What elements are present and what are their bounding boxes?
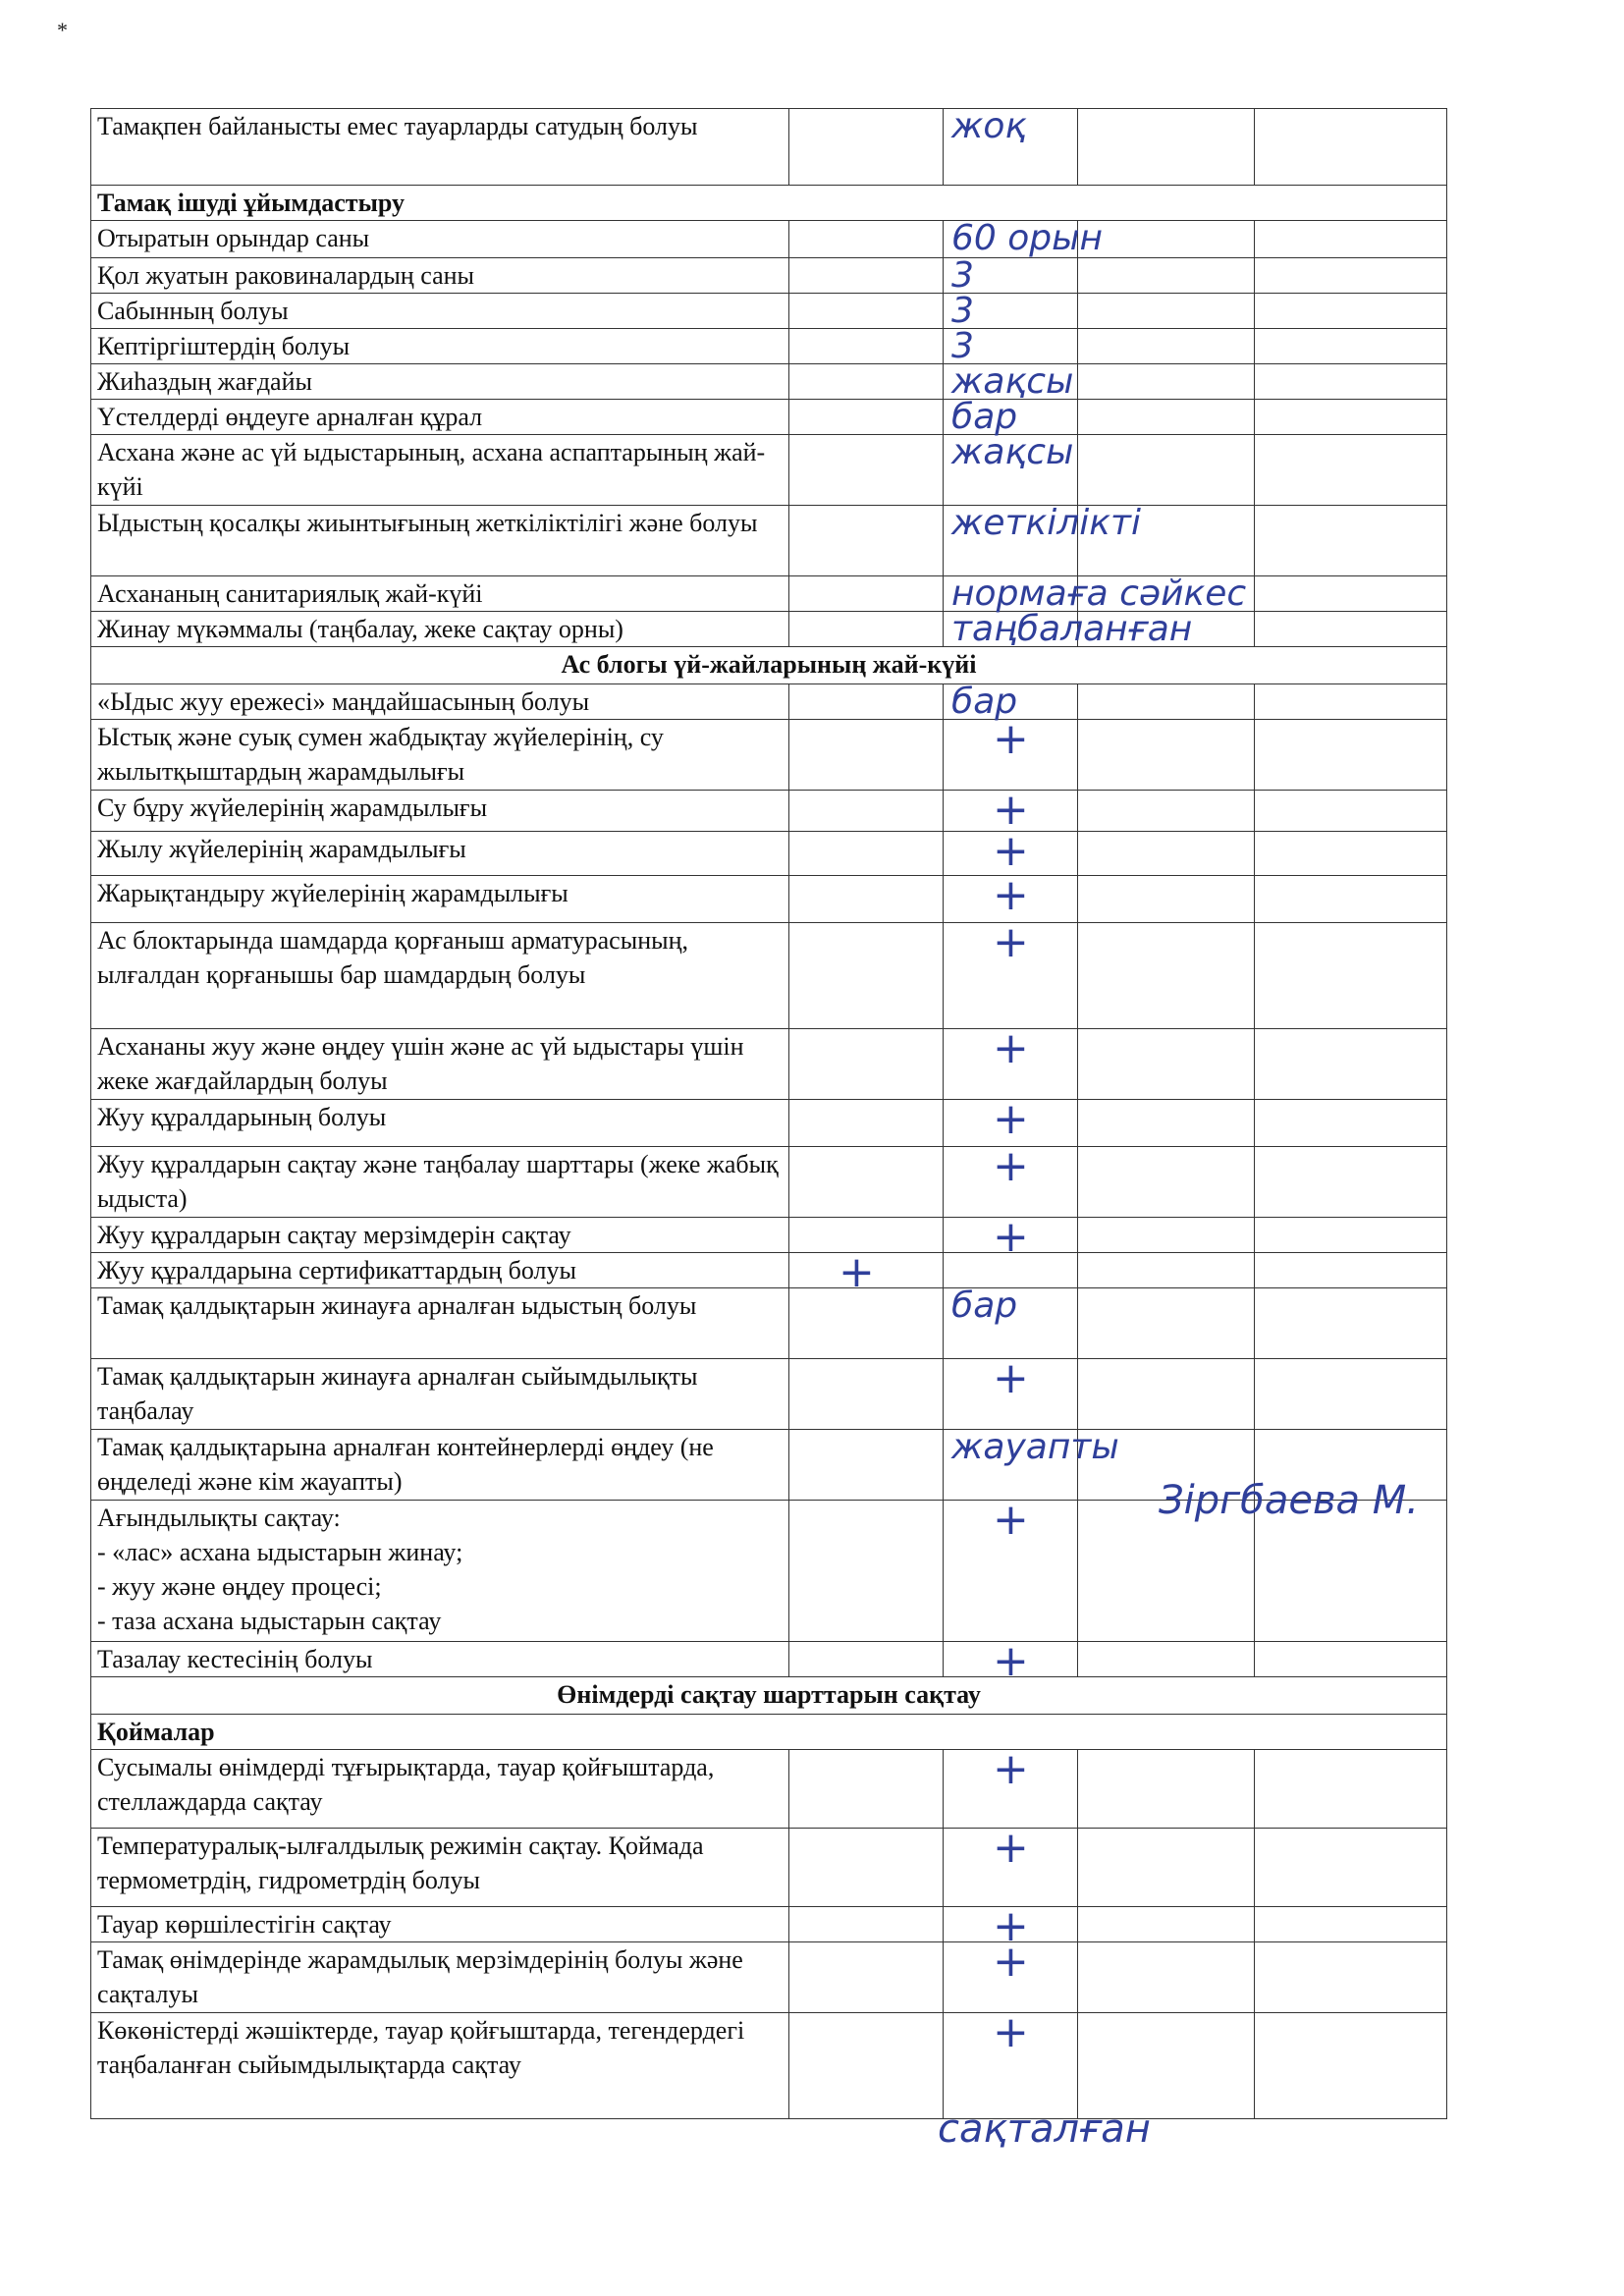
mark-cell-col3 <box>944 826 1078 876</box>
section-row <box>91 647 1447 684</box>
mark-cell-col3 <box>944 609 1193 649</box>
mark-cell-col2 <box>789 791 944 832</box>
mark-cell-col5 <box>1255 1100 1447 1147</box>
handwritten-mark: жақсы <box>951 361 1074 402</box>
mark-cell-col3 <box>944 870 1078 923</box>
handwritten-signature: Зіргбаева М. <box>1159 1478 1419 1523</box>
mark-cell-col2 <box>789 1147 944 1218</box>
mark-cell-col4 <box>1078 1642 1255 1677</box>
handwritten-mark: + <box>993 1901 1029 1951</box>
mark-cell-col3 <box>944 1427 1119 1501</box>
mark-cell-col4 <box>1078 506 1255 576</box>
criterion-row <box>91 684 1447 720</box>
mark-cell-col3 <box>944 1094 1078 1147</box>
handwritten-mark: + <box>839 1247 875 1297</box>
mark-cell-col2 <box>789 1942 944 2013</box>
section-row <box>91 186 1447 221</box>
mark-cell-col2 <box>789 612 944 647</box>
handwritten-mark: 3 <box>951 291 974 331</box>
mark-cell-col4 <box>1078 1029 1255 1100</box>
checklist-table <box>90 108 1447 2119</box>
mark-cell-col2 <box>789 1247 944 1297</box>
mark-cell-col4 <box>1078 876 1255 923</box>
mark-cell-col2 <box>789 1642 944 1677</box>
mark-cell-col5 <box>1255 1288 1447 1359</box>
handwritten-mark: + <box>993 785 1029 835</box>
mark-cell-col2 <box>789 876 944 923</box>
mark-cell-col2 <box>789 1829 944 1907</box>
criterion-label: Асхана және ас үй ыдыстарының, асхана аспаптарының жай-күйі <box>91 435 789 506</box>
handwritten-mark: 3 <box>951 326 974 366</box>
mark-cell-col2 <box>789 1218 944 1253</box>
mark-cell-col3 <box>944 2007 1078 2119</box>
mark-cell-col3 <box>944 1901 1078 1951</box>
criterion-label: Ағындылықты сақтау: - «лас» асхана ыдыстарын жинау; - жуу және өңдеу процесі; - таза асхана ыдыстарын сақтау <box>91 1501 789 1642</box>
mark-cell-col4 <box>1078 832 1255 876</box>
mark-cell-col5 <box>1255 364 1447 400</box>
mark-cell-col4 <box>1078 1288 1255 1359</box>
handwritten-mark: 60 орын <box>951 218 1104 258</box>
mark-cell-col4 <box>1078 258 1255 294</box>
criterion-row <box>91 1147 1447 1218</box>
handwritten-mark: + <box>993 1495 1029 1545</box>
criterion-label: Жуу құралдарын сақтау және таңбалау шарттары (жеке жабық ыдыста) <box>91 1147 789 1218</box>
mark-cell-col2 <box>789 720 944 791</box>
mark-cell-col3 <box>944 291 1078 331</box>
mark-cell-col3 <box>944 574 1247 614</box>
criterion-row <box>91 1359 1447 1430</box>
mark-cell-col4 <box>1078 1942 1255 2013</box>
handwritten-mark: 3 <box>951 255 974 296</box>
handwritten-mark: + <box>993 1937 1029 1987</box>
criterion-label: Жуу құралдарына сертификаттардың болуы <box>91 1253 789 1288</box>
mark-cell-col2 <box>789 1501 944 1642</box>
criterion-label: Жиһаздың жағдайы <box>91 364 789 400</box>
handwritten-mark: таңбаланған <box>951 609 1193 649</box>
criterion-row <box>91 1829 1447 1907</box>
corner-mark: * <box>57 18 68 42</box>
mark-cell-col2 <box>789 1029 944 1100</box>
mark-cell-col2 <box>789 1359 944 1430</box>
handwritten-mark: бар <box>951 397 1018 437</box>
handwritten-mark: + <box>993 870 1029 920</box>
mark-cell-col2 <box>789 435 944 506</box>
mark-cell-col3 <box>944 684 1078 720</box>
criterion-label: Тауар көршілестігін сақтау <box>91 1907 789 1942</box>
mark-cell-col4 <box>1078 923 1255 1029</box>
mark-cell-col5 <box>1255 1253 1447 1288</box>
criterion-label: Жинау мүкәммалы (таңбалау, жеке сақтау орны) <box>91 612 789 647</box>
mark-cell-col3 <box>944 714 1078 791</box>
handwritten-mark: + <box>993 1636 1029 1686</box>
mark-cell-col4 <box>1078 2013 1255 2119</box>
handwritten-mark: жоқ <box>951 106 1027 146</box>
criterion-row <box>91 435 1447 506</box>
mark-cell-col2 <box>789 258 944 294</box>
criterion-row <box>91 1218 1447 1253</box>
mark-cell-col5 <box>1255 612 1447 647</box>
mark-cell-col5 <box>1255 1147 1447 1218</box>
criterion-row <box>91 1253 1447 1288</box>
criterion-label: Сабынның болуы <box>91 294 789 329</box>
mark-cell-col3 <box>944 1141 1078 1218</box>
mark-cell-col3 <box>944 255 1078 296</box>
mark-cell-col4 <box>1078 1218 1255 1253</box>
mark-cell-col5 <box>1255 923 1447 1029</box>
mark-cell-col2 <box>789 576 944 612</box>
handwritten-mark: жақсы <box>951 432 1074 472</box>
criterion-row <box>91 506 1447 576</box>
section-row <box>91 1715 1447 1750</box>
mark-cell-col3 <box>944 1823 1078 1907</box>
criterion-row <box>91 720 1447 791</box>
mark-cell-col4 <box>1078 791 1255 832</box>
mark-cell-col4 <box>1078 221 1255 258</box>
criterion-label: Жарықтандыру жүйелерінің жарамдылығы <box>91 876 789 923</box>
criterion-label: Ыстық және суық сумен жабдықтау жүйелерінің, су жылытқыштардың жарамдылығы <box>91 720 789 791</box>
mark-cell-col3 <box>944 1285 1078 1359</box>
criterion-row <box>91 1029 1447 1100</box>
mark-cell-col3 <box>944 1353 1078 1430</box>
mark-cell-col5 <box>1255 684 1447 720</box>
criterion-row <box>91 1100 1447 1147</box>
mark-cell-col4 <box>1078 1253 1255 1288</box>
mark-cell-col2 <box>789 2013 944 2119</box>
mark-cell-col4 <box>1078 576 1255 612</box>
criterion-label: Тамақ қалдықтарын жинауға арналған сыйымдылықты таңбалау <box>91 1359 789 1430</box>
mark-cell-col4 <box>1078 1907 1255 1942</box>
mark-cell-col2 <box>789 1750 944 1829</box>
mark-cell-col2 <box>789 364 944 400</box>
mark-cell-col5 <box>1255 576 1447 612</box>
criterion-label: Көкөністерді жәшіктерде, тауар қойғыштарда, тегендердегі таңбаланған сыйымдылықтарда сақтау <box>91 2013 789 2119</box>
mark-cell-col2 <box>789 109 944 186</box>
mark-cell-col5 <box>1255 400 1447 435</box>
section-row <box>91 1677 1447 1715</box>
mark-cell-col4 <box>1078 294 1255 329</box>
mark-cell-col3 <box>944 218 1104 258</box>
section-title: Тамақ ішуді ұйымдастыру <box>91 186 1447 221</box>
mark-cell-col3 <box>944 106 1078 186</box>
criterion-label: Тамақ өнімдерінде жарамдылық мерзімдерінің болуы және сақталуы <box>91 1942 789 2013</box>
handwritten-bottom-note: сақталған <box>938 2106 1151 2152</box>
handwritten-mark: + <box>993 1823 1029 1873</box>
mark-cell-col4 <box>1078 612 1255 647</box>
mark-cell-col5 <box>1255 832 1447 876</box>
mark-cell-col4 <box>1078 1829 1255 1907</box>
mark-cell-col2 <box>789 400 944 435</box>
handwritten-mark: + <box>993 826 1029 876</box>
criterion-row <box>91 876 1447 923</box>
criterion-label: Жуу құралдарын сақтау мерзімдерін сақтау <box>91 1218 789 1253</box>
mark-cell-col3 <box>944 1023 1078 1100</box>
mark-cell-col2 <box>789 684 944 720</box>
mark-cell-col5 <box>1255 791 1447 832</box>
handwritten-mark: жеткілікті <box>951 503 1142 543</box>
mark-cell-col3 <box>944 1744 1078 1829</box>
checklist-body <box>91 106 1447 2119</box>
criterion-row <box>91 1942 1447 2013</box>
criterion-row <box>91 791 1447 832</box>
criterion-label: Тамақ қалдықтарын жинауға арналған ыдыстың болуы <box>91 1288 789 1359</box>
handwritten-mark: + <box>993 1353 1029 1403</box>
mark-cell-col5 <box>1255 2013 1447 2119</box>
criterion-row <box>91 832 1447 876</box>
handwritten-mark: жауапты <box>951 1427 1119 1467</box>
criterion-label: Жуу құралдарының болуы <box>91 1100 789 1147</box>
mark-cell-col3 <box>944 917 1078 1029</box>
criterion-label: Тамақпен байланысты емес тауарларды сатудың болуы <box>91 109 789 186</box>
mark-cell-col5 <box>1255 109 1447 186</box>
mark-cell-col3 <box>944 1636 1078 1686</box>
mark-cell-col4 <box>1078 400 1255 435</box>
criterion-row <box>91 923 1447 1029</box>
mark-cell-col2 <box>789 1100 944 1147</box>
criterion-label: Су бұру жүйелерінің жарамдылығы <box>91 791 789 832</box>
mark-cell-col4 <box>1078 364 1255 400</box>
criterion-label: Ас блоктарында шамдарда қорғаныш арматурасының, ылғалдан қорғанышы бар шамдардың болуы <box>91 923 789 1029</box>
mark-cell-col5 <box>1255 294 1447 329</box>
criterion-row <box>91 329 1447 364</box>
handwritten-mark: + <box>993 1212 1029 1262</box>
criterion-row <box>91 109 1447 186</box>
handwritten-mark: + <box>993 1023 1029 1073</box>
section-title: Өнімдерді сақтау шарттарын сақтау <box>91 1677 1447 1715</box>
mark-cell-col5 <box>1255 1029 1447 1100</box>
handwritten-mark: + <box>993 1744 1029 1794</box>
criterion-row <box>91 1642 1447 1677</box>
mark-cell-col5 <box>1255 258 1447 294</box>
criterion-label: Тазалау кестесінің болуы <box>91 1642 789 1677</box>
criterion-label: Үстелдерді өңдеуге арналған құрал <box>91 400 789 435</box>
mark-cell-col2 <box>789 506 944 576</box>
criterion-label: Сусымалы өнімдерді тұғырықтарда, тауар қойғыштарда, стеллаждарда сақтау <box>91 1750 789 1829</box>
handwritten-mark: + <box>993 917 1029 967</box>
mark-cell-col4 <box>1078 1100 1255 1147</box>
criterion-row <box>91 400 1447 435</box>
mark-cell-col5 <box>1255 221 1447 258</box>
criterion-row <box>91 364 1447 400</box>
mark-cell-col3 <box>944 1253 1078 1288</box>
handwritten-mark: нормаға сәйкес <box>951 574 1247 614</box>
mark-cell-col4 <box>1078 720 1255 791</box>
criterion-label: Жылу жүйелерінің жарамдылығы <box>91 832 789 876</box>
mark-cell-col4 <box>1078 435 1255 506</box>
mark-cell-col5 <box>1255 1942 1447 2013</box>
criterion-label: Отыратын орындар саны <box>91 221 789 258</box>
mark-cell-col3 <box>944 361 1078 402</box>
mark-cell-col5 <box>1255 1750 1447 1829</box>
mark-cell-col5 <box>1255 720 1447 791</box>
handwritten-mark: + <box>993 1141 1029 1191</box>
mark-cell-col5 <box>1255 1907 1447 1942</box>
criterion-row <box>91 612 1447 647</box>
criterion-row <box>91 1907 1447 1942</box>
mark-cell-col3 <box>944 785 1078 835</box>
mark-cell-col4 <box>1078 1359 1255 1430</box>
criterion-label: Қол жуатын раковиналардың саны <box>91 258 789 294</box>
mark-cell-col2 <box>789 832 944 876</box>
mark-cell-col2 <box>789 329 944 364</box>
handwritten-mark: + <box>993 1094 1029 1144</box>
mark-cell-col2 <box>789 1430 944 1501</box>
criterion-row <box>91 294 1447 329</box>
mark-cell-col2 <box>789 221 944 258</box>
mark-cell-col4 <box>1078 1750 1255 1829</box>
mark-cell-col5 <box>1255 329 1447 364</box>
criterion-row <box>91 576 1447 612</box>
mark-cell-col5 <box>1255 1359 1447 1430</box>
mark-cell-col3 <box>944 1937 1078 2013</box>
criterion-row <box>91 221 1447 258</box>
mark-cell-col4 <box>1078 684 1255 720</box>
mark-cell-col2 <box>789 1907 944 1942</box>
criterion-row <box>91 258 1447 294</box>
section-title: Ас блогы үй-жайларының жай-күйі <box>91 647 1447 684</box>
mark-cell-col4 <box>1078 1147 1255 1218</box>
criterion-label: Температуралық-ылғалдылық режимін сақтау. Қоймада термометрдің, гидрометрдің болуы <box>91 1829 789 1907</box>
criterion-row <box>91 1750 1447 1829</box>
handwritten-mark: бар <box>951 682 1018 722</box>
handwritten-mark: + <box>993 2007 1029 2057</box>
handwritten-mark: + <box>993 714 1029 764</box>
criterion-label: Кептіргіштердің болуы <box>91 329 789 364</box>
mark-cell-col3 <box>944 1495 1078 1642</box>
handwritten-mark: бар <box>951 1285 1018 1326</box>
mark-cell-col3 <box>944 432 1078 506</box>
mark-cell-col2 <box>789 1288 944 1359</box>
mark-cell-col4 <box>1078 109 1255 186</box>
mark-cell-col5 <box>1255 876 1447 923</box>
section-title: Қоймалар <box>91 1715 1447 1750</box>
mark-cell-col3 <box>944 397 1078 437</box>
criterion-row <box>91 1288 1447 1359</box>
criterion-label: Тамақ қалдықтарына арналған контейнерлерді өңдеу (не өңделеді және кім жауапты) <box>91 1430 789 1501</box>
mark-cell-col3 <box>944 1212 1078 1262</box>
criterion-row <box>91 2013 1447 2119</box>
mark-cell-col4 <box>1078 329 1255 364</box>
mark-cell-col5 <box>1255 506 1447 576</box>
mark-cell-col5 <box>1255 1642 1447 1677</box>
mark-cell-col3 <box>944 326 1078 366</box>
mark-cell-col2 <box>789 294 944 329</box>
mark-cell-col3 <box>944 503 1142 576</box>
mark-cell-col5 <box>1255 435 1447 506</box>
criterion-label: «Ыдыс жуу ережесі» маңдайшасының болуы <box>91 684 789 720</box>
mark-cell-col5 <box>1255 1218 1447 1253</box>
mark-cell-col2 <box>789 923 944 1029</box>
criterion-label: Ыдыстың қосалқы жиынтығының жеткіліктілігі және болуы <box>91 506 789 576</box>
criterion-label: Асхананың санитариялық жай-күйі <box>91 576 789 612</box>
criterion-label: Асхананы жуу және өңдеу үшін және ас үй ыдыстары үшін жеке жағдайлардың болуы <box>91 1029 789 1100</box>
mark-cell-col5 <box>1255 1829 1447 1907</box>
